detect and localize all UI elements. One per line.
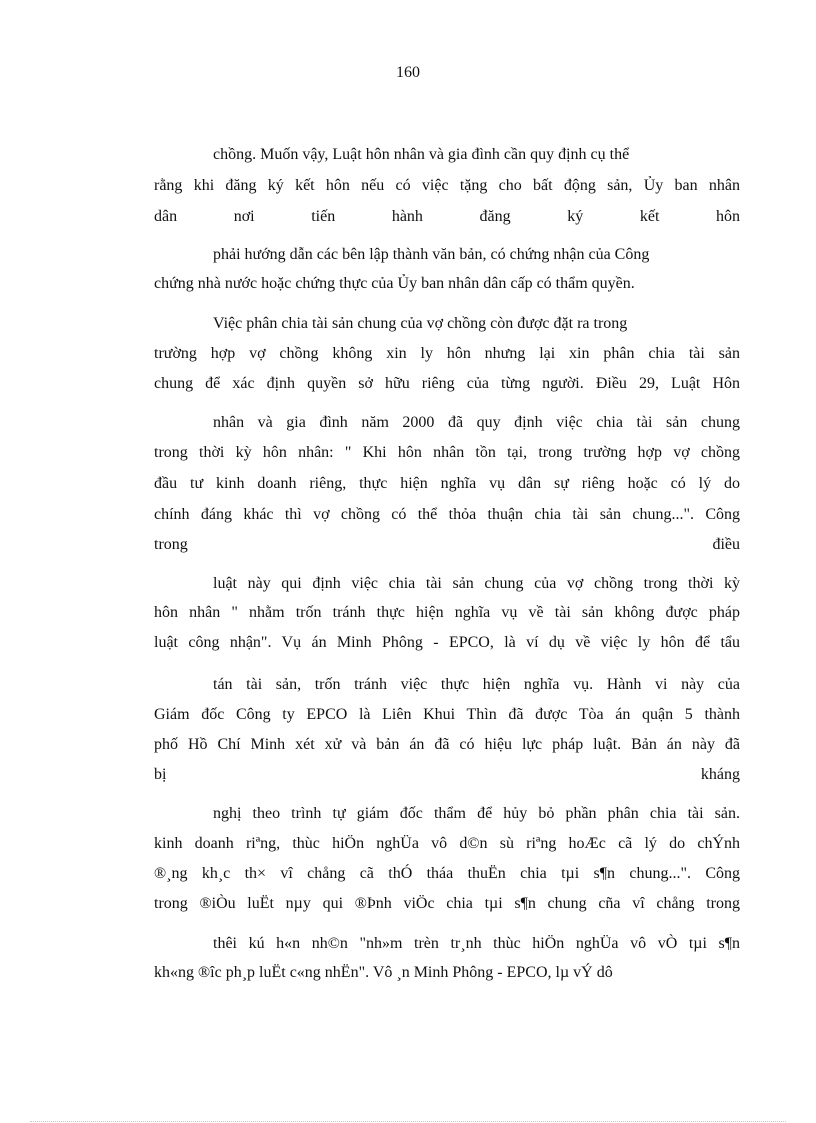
text-line: phố Hồ Chí Minh xét xử và bản án đã có hiệu lực pháp luật. Bản án này đã bbox=[154, 736, 740, 753]
text-line: Việc phân chia tài sản chung của vợ chồng còn được đặt ra trong bbox=[213, 315, 628, 332]
text-line: dân nơi tiến hành đăng ký kết hôn bbox=[154, 208, 740, 225]
text-line: nghị theo trình tự giám đốc thẩm để hủy bỏ phần phân chia tài sản. bbox=[213, 805, 740, 822]
text-line: chứng nhà nước hoặc chứng thực của Ủy ban nhân dân cấp có thẩm quyền. bbox=[154, 275, 635, 292]
text-line: đầu tư kinh doanh riêng, thực hiện nghĩa vụ dân sự riêng hoặc có lý do bbox=[154, 475, 740, 492]
text-line: trong thời kỳ hôn nhân: " Khi hôn nhân tồn tại, trong trường hợp vợ chồng bbox=[154, 444, 740, 461]
text-line: luật công nhận". Vụ án Minh Phông - EPCO, là ví dụ về việc ly hôn để tẩu bbox=[154, 634, 740, 651]
text-line: kh«ng ®îc ph¸p luËt c«ng nhËn". Vô ¸n Minh Phông - EPCO, lµ vÝ dô bbox=[154, 964, 613, 981]
text-line: phải hướng dẫn các bên lập thành văn bản, có chứng nhận của Công bbox=[213, 246, 650, 263]
page-number: 160 bbox=[396, 64, 420, 81]
text-line: kinh doanh riªng, thùc hiÖn nghÜa vô d©n sù riªng hoÆc cã lý do chÝnh bbox=[154, 835, 740, 852]
text-line: trong ®iÒu luËt nµy qui ®Þnh viÖc chia tµi s¶n chung cña vî chång trong bbox=[154, 895, 740, 912]
text-line: trong điều bbox=[154, 536, 740, 553]
text-line: luật này qui định việc chia tài sản chung của vợ chồng trong thời kỳ bbox=[213, 575, 740, 592]
text-line: hôn nhân " nhằm trốn tránh thực hiện nghĩa vụ về tài sản không được pháp bbox=[154, 604, 740, 621]
text-line: Giám đốc Công ty EPCO là Liên Khui Thìn đã được Tòa án quận 5 thành bbox=[154, 706, 740, 723]
text-line: tán tài sản, trốn tránh việc thực hiện nghĩa vụ. Hành vi này của bbox=[213, 676, 740, 693]
text-line: bị kháng bbox=[154, 766, 740, 783]
page-bottom-rule bbox=[30, 1121, 786, 1122]
text-line: chồng. Muốn vậy, Luật hôn nhân và gia đình cần quy định cụ thể bbox=[213, 146, 630, 163]
text-line: ®¸ng kh¸c th× vî chång cã thÓ tháa thuËn chia tµi s¶n chung...". Công bbox=[154, 865, 740, 882]
text-line: thêi kú h«n nh©n "nh»m trèn tr¸nh thùc hiÖn nghÜa vô vÒ tµi s¶n bbox=[213, 935, 740, 952]
text-line: chính đáng khác thì vợ chồng có thể thỏa thuận chia tài sản chung...". Công bbox=[154, 506, 740, 523]
text-line: trường hợp vợ chồng không xin ly hôn nhưng lại xin phân chia tài sản bbox=[154, 345, 740, 362]
text-line: rằng khi đăng ký kết hôn nếu có việc tặng cho bất động sản, Ủy ban nhân bbox=[154, 177, 740, 194]
text-line: nhân và gia đình năm 2000 đã quy định việc chia tài sản chung bbox=[213, 414, 740, 431]
text-line: chung để xác định quyền sở hữu riêng của từng người. Điều 29, Luật Hôn bbox=[154, 375, 740, 392]
